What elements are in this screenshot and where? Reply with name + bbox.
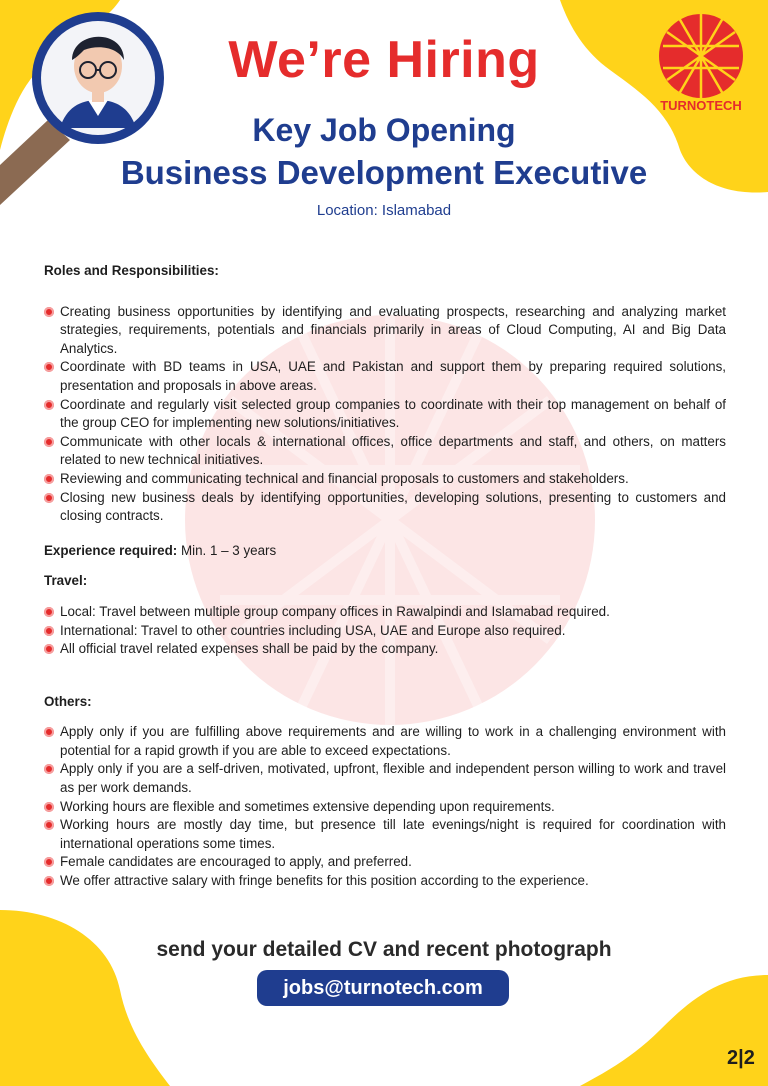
others-heading: Others:	[44, 693, 92, 709]
list-item: Reviewing and communicating technical and financial proposals to customers and stakeholders.	[44, 470, 726, 489]
list-item: Apply only if you are fulfilling above requirements and are willing to work in a challenging environment with potential for a rapid growth if you are able to exceed expectations.	[44, 723, 726, 760]
experience-label: Experience required:	[44, 542, 178, 558]
list-item: Working hours are mostly day time, but presence till late evenings/night is required for coordination with international operations some times.	[44, 816, 726, 853]
list-item: Apply only if you are a self-driven, motivated, upfront, flexible and independent person willing to work and travel as per work demands.	[44, 760, 726, 797]
experience-value: Min. 1 – 3 years	[177, 542, 277, 558]
list-item: International: Travel to other countries including USA, UAE and Europe also required.	[44, 622, 726, 641]
list-item: Closing new business deals by identifying opportunities, developing solutions, presenting to customers and closing contracts.	[44, 489, 726, 526]
cta-text: send your detailed CV and recent photograph	[156, 938, 612, 961]
logo-text: TURNOTECH	[660, 98, 742, 113]
others-list	[44, 723, 726, 890]
list-item: Creating business opportunities by identifying and evaluating prospects, researching and analyzing market strategies, requirements, potentials and financials primarily in areas of Cloud Computing, AI and Big Data Analytics.	[44, 303, 726, 359]
experience-required	[44, 542, 726, 561]
travel-heading: Travel:	[44, 573, 88, 589]
list-item: Coordinate with BD teams in USA, UAE and Pakistan and support them by preparing required solutions, presentation and proposals in above areas.	[44, 358, 726, 395]
list-item: All official travel related expenses shall be paid by the company.	[44, 640, 726, 659]
list-item: Female candidates are encouraged to apply, and preferred.	[44, 853, 726, 872]
job-title: Business Development Executive	[120, 154, 648, 191]
roles-heading: Roles and Responsibilities:	[44, 263, 219, 278]
page-title: We’re Hiring	[228, 31, 540, 89]
page-number: 2|2	[727, 1047, 755, 1069]
roles-list	[44, 303, 726, 526]
email-link[interactable]: jobs@turnotech.com	[257, 970, 509, 1006]
list-item: Local: Travel between multiple group company offices in Rawalpindi and Islamabad required.	[44, 603, 726, 622]
list-item: Coordinate and regularly visit selected group companies to coordinate with their top management on behalf of the group CEO for implementing new solutions/initiatives.	[44, 396, 726, 433]
list-item: We offer attractive salary with fringe benefits for this position according to the experience.	[44, 872, 726, 891]
list-item: Working hours are flexible and sometimes extensive depending upon requirements.	[44, 798, 726, 817]
travel-list	[44, 603, 726, 659]
subtitle: Key Job Opening	[252, 112, 516, 148]
list-item: Communicate with other locals & international offices, office departments and staff, and others, on matters related to new technical initiatives.	[44, 433, 726, 470]
job-details	[44, 262, 726, 891]
location: Location: Islamabad	[316, 202, 452, 219]
